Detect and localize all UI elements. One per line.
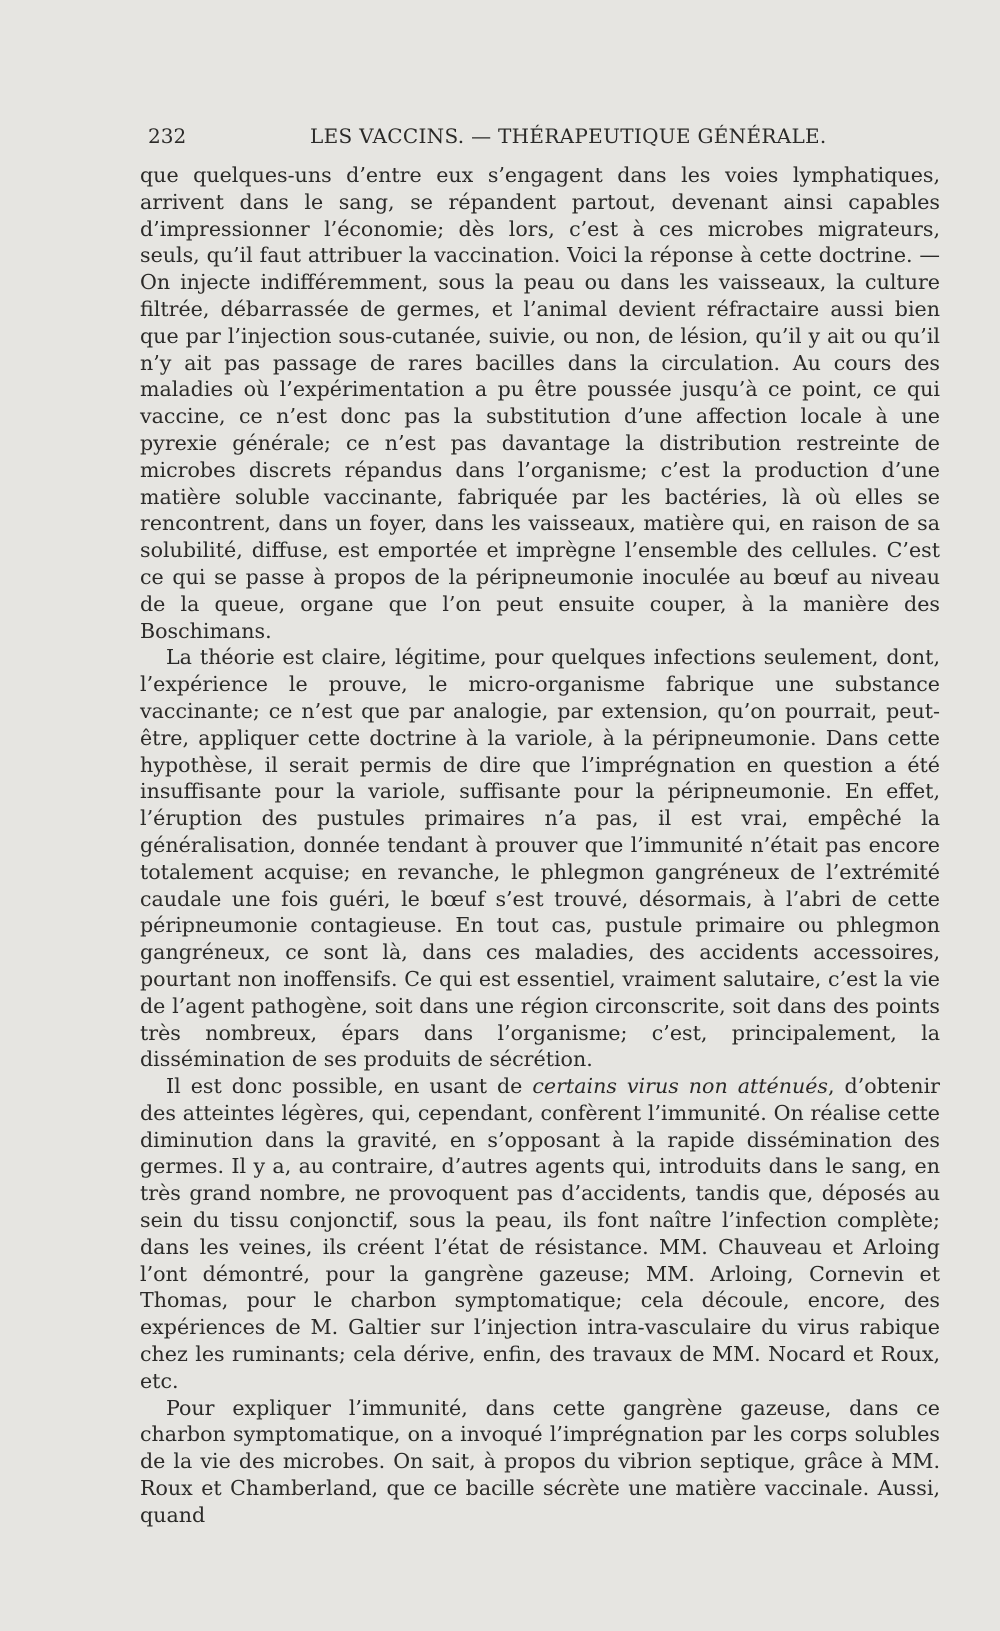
body-text (140, 162, 940, 1529)
paragraph-2: La théorie est claire, légitime, pour quelques infections seulement, dont, l’expérience le prouve, le micro-organisme fabrique une substance vaccinante; ce n’est que par analogie, par extension, qu’on pourrait, peut-être, appliquer cette doctrine à la variole, à la péripneumonie. Dans cette hypothèse, il serait permis de dire que l’imprégnation en question a été insuffisante pour la variole, suffisante pour la péripneumonie. En effet, l’éruption des pustules primaires n’a pas, il est vrai, empêché la généralisation, donnée tendant à prouver que l’immunité n’était pas encore totalement acquise; en revanche, le phlegmon gangréneux de l’extrémité caudale une fois guéri, le bœuf s’est trouvé, désormais, à l’abri de cette péripneumonie contagieuse. En tout cas, pustule primaire ou phlegmon gangréneux, ce sont là, dans ces maladies, des accidents accessoires, pourtant non inoffensifs. Ce qui est essentiel, vraiment salutaire, c’est la vie de l’agent pathogène, soit dans une région circonscrite, soit dans des points très nombreux, épars dans l’organisme; c’est, principalement, la dissémination de ses produits de sécrétion. (140, 645, 940, 1072)
page-number: 232 (148, 124, 187, 148)
paragraph-4: Pour expliquer l’immunité, dans cette gangrène gazeuse, dans ce charbon symptomatique, on a invoqué l’imprégnation par les corps solubles de la vie des microbes. On sait, à propos du vibrion septique, grâce à MM. Roux et Chamberland, que ce bacille sécrète une matière vaccinale. Aussi, quand (140, 1395, 940, 1527)
page-header (148, 124, 938, 154)
paragraph-3-italic: certains virus non atténués (532, 1074, 828, 1099)
paragraph-3 (140, 1073, 940, 1395)
running-title: LES VACCINS. — THÉRAPEUTIQUE GÉNÉRALE. (310, 124, 827, 148)
paragraph-1: que quelques-uns d’entre eux s’engagent dans les voies lymphatiques, arrivent dans le sang, se répandent partout, devenant ainsi capables d’impressionner l’économie; dès lors, c’est à ces microbes migrateurs, seuls, qu’il faut attribuer la vaccination. Voici la réponse à cette doctrine. — On injecte indifféremment, sous la peau ou dans les vaisseaux, la culture filtrée, débarrassée de germes, et l’animal devient réfractaire aussi bien que par l’injection sous-cutanée, suivie, ou non, de lésion, qu’il y ait ou qu’il n’y ait pas passage de rares bacilles dans la circulation. Au cours des maladies où l’expérimentation a pu être poussée jusqu’à ce point, ce qui vaccine, ce n’est donc pas la substitution d’une affection locale à une pyrexie générale; ce n’est pas davantage la distribution restreinte de microbes discrets répandus dans l’organisme; c’est la production d’une matière soluble vaccinante, fabriquée par les bactéries, là où elles se rencontrent, dans un foyer, dans les vaisseaux, matière qui, en raison de sa solubilité, diffuse, est emportée et imprègne l’ensemble des cellules. C’est ce qui se passe à propos de la péripneumonie inoculée au bœuf au niveau de la queue, organe que l’on peut ensuite couper, à la manière des Boschimans. (140, 163, 940, 643)
paragraph-3-end: , d’obtenir des atteintes légères, qui, cependant, confèrent l’immunité. On réalise cette diminution dans la gravité, en s’opposant à la rapide dissémination des germes. Il y a, au contraire, d’autres agents qui, introduits dans le sang, en très grand nombre, ne provoquent pas d’accidents, tandis que, déposés au sein du tissu conjonctif, sous la peau, ils font naître l’infection complète; dans les veines, ils créent l’état de résistance. MM. Chauveau et Arloing l’ont démontré, pour la gangrène gazeuse; MM. Arloing, Cornevin et Thomas, pour le charbon symptomatique; cela découle, encore, des expériences de M. Galtier sur l’injection intra-vasculaire du virus rabique chez les ruminants; cela dérive, enfin, des travaux de MM. Nocard et Roux, etc. (140, 1074, 941, 1393)
paragraph-3-start: Il est donc possible, en usant de (166, 1074, 533, 1099)
